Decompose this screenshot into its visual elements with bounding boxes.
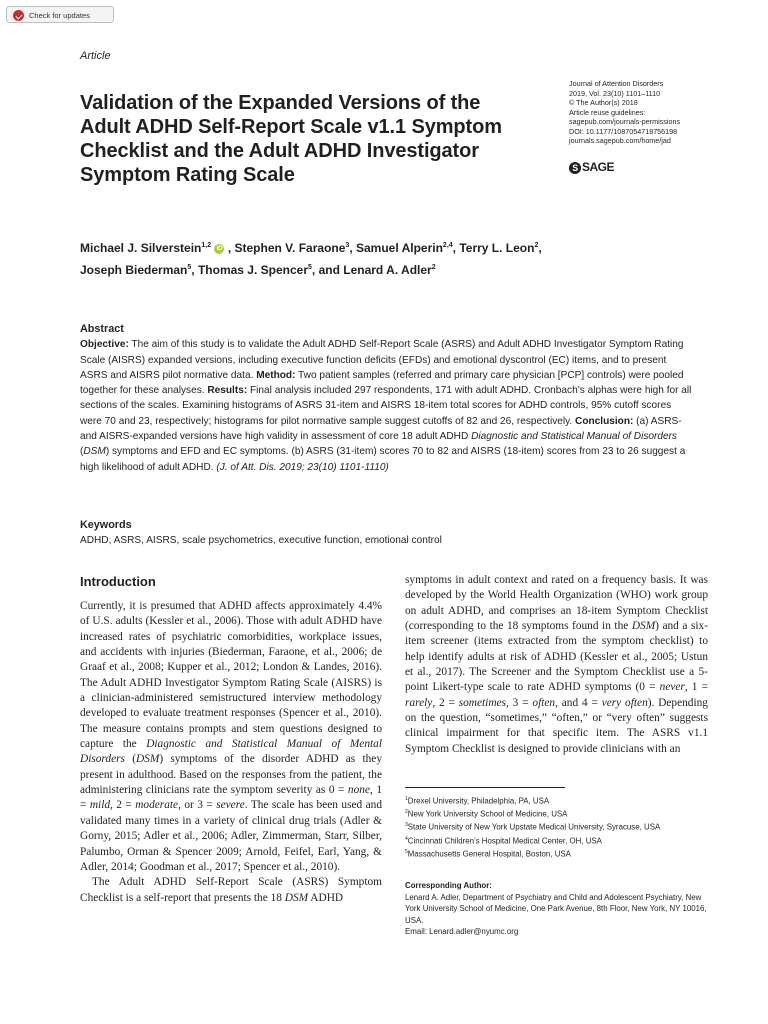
affiliation-number: 2: [405, 809, 408, 816]
results-text: Final analysis included 297 respondents, 171 with adult ADHD. Cronbach’s alphas were high for all sections of the scales. Examining histograms of ASRS 31-item and AISRS 18-item total scores for ADHD controls, 95% cutoff scores were 70 and 23, respectively; histograms for pilot normative sample suggest cutoffs of 82 and 26, respectively.: [80, 385, 692, 427]
footnote-divider: [405, 787, 565, 788]
abstract: [80, 322, 692, 475]
journal-info-line: sagepub.com/journals-permissions: [569, 117, 681, 126]
body-paragraph: [80, 599, 382, 875]
check-badge-icon: [13, 10, 24, 21]
check-for-updates-badge[interactable]: [6, 6, 114, 23]
keywords-section: [80, 518, 692, 548]
body-column-left: [80, 599, 382, 906]
text-run: ). Depending on the question, “sometimes,” “often,” or “very often” suggests clinical impairment for that specific item. The ASRS v1.1 Symptom Checklist is designed to provide clinicians with an: [405, 696, 708, 755]
affiliation-number: 1: [405, 796, 408, 802]
affiliation-text: New York University School of Medicine, USA: [407, 809, 568, 819]
author-list: [80, 236, 700, 280]
affiliation-number: 4: [405, 835, 408, 842]
publisher-logo: [569, 160, 614, 174]
italic-run: DSM: [284, 891, 309, 904]
body-paragraph: [80, 875, 382, 906]
author-separator: ,: [191, 263, 198, 277]
journal-info-line: © The Author(s) 2018: [569, 98, 638, 107]
journal-info: [569, 79, 749, 146]
italic-run: very often: [601, 696, 648, 709]
journal-info-line: 2019, Vol. 23(10) 1101–1110: [569, 88, 661, 98]
author-affiliation-marker: 2: [534, 242, 539, 249]
check-for-updates-label: Check for updates: [29, 11, 90, 20]
author-separator: , and: [311, 263, 344, 277]
conclusion-text: (a) ASRS- and AISRS-expanded versions have high validity in assessment of core 18 adult ADHD: [80, 415, 682, 443]
keywords-heading: Keywords: [80, 519, 132, 531]
affiliation-number: 3: [405, 822, 408, 829]
author-name: Terry L. Leon: [459, 241, 535, 255]
author-affiliation-marker: 1,2: [201, 242, 212, 249]
affiliation-item: [405, 794, 710, 807]
text-run: , or 3 =: [178, 799, 217, 812]
author-affiliation-marker: 5: [308, 264, 312, 271]
author-name: Lenard A. Adler: [343, 263, 432, 277]
objective-text: The aim of this study is to validate the Adult ADHD Self-Report Scale (ASRS) and Adult ADHD Investigator Symptom Rating Scale (AISRS) expanded versions, including executive function deficits (EFDs) and emotional dyscontrol (EC) items, and to present ASRS and AISRS pilot normative data.: [80, 339, 684, 381]
italic-run: none: [347, 784, 370, 797]
text-run: ADHD: [308, 891, 344, 904]
text-run: , 1 =: [80, 784, 382, 812]
body-column-right: [405, 573, 708, 757]
text-run: ) symptoms of the disorder ADHD as they present in adulthood. Based on the responses from the patient, the administering clinicians rate the symptom severity as 0 =: [80, 753, 382, 797]
author-separator: ,: [452, 241, 460, 255]
conclusion-text: ) symptoms and EFD and EC symptoms. (b) ASRS (31-item) scores 70 to 82 and AISRS (18-item) scores from 23 to 26 suggest a high likelihood of adult ADHD.: [80, 446, 686, 473]
affiliation-text: State University of New York Upstate Medical University, Syracuse, USA: [407, 823, 661, 833]
affiliation-text: Drexel University, Philadelphia, PA, USA: [407, 796, 550, 806]
objective-label: Objective:: [80, 339, 129, 351]
author-separator: ,: [349, 241, 356, 255]
author-name: Thomas J. Spencer: [197, 263, 308, 277]
author-separator: ,: [538, 241, 542, 255]
results-label: Results:: [207, 385, 248, 397]
body-paragraph: [405, 573, 708, 757]
text-run: symptoms in adult context and rated on a frequency basis. It was developed by the World Health Organization (WHO) work group on adult ADHD, and comprises an 18-item Symptom Checklist (corresponding to the 18 symptoms found in the: [405, 574, 708, 633]
introduction-heading: Introduction: [80, 574, 156, 589]
conclusion-text: (: [80, 446, 84, 458]
abstract-body: [80, 337, 692, 475]
affiliation-text: Massachusetts General Hospital, Boston, USA: [407, 849, 571, 859]
affiliation-item: [405, 847, 710, 860]
text-run: . The scale has been used and validated many times in a variety of clinical drug trials (Adler & Gorny, 2015; Adler et al., 2006; Adler, Zimmerman, Starr, Silber, Palumbo, Orman & Spencer 2009; Arnold, Feifel, Earl, Yang, & Adler, 2014; Goodman et al., 2017; Spencer et al., 2010).: [80, 799, 383, 873]
affiliation-item: [405, 834, 710, 847]
article-type-label: Article: [80, 50, 111, 62]
affiliation-text: Cincinnati Children’s Hospital Medical Center, OH, USA: [407, 836, 602, 846]
text-run: , 3 =: [505, 696, 533, 709]
journal-info-line: Journal of Attention Disorders: [569, 79, 664, 88]
text-run: , and 4 =: [555, 696, 602, 709]
text-run: The Adult ADHD Self-Report Scale (ASRS) Symptom Checklist is a self-report that presents the 18: [80, 876, 382, 904]
italic-run: Diagnostic and Statistical Manual of Mental Disorders: [80, 738, 382, 766]
affiliation-number: 5: [405, 848, 408, 855]
author-affiliation-marker: 3: [345, 242, 350, 249]
publisher-name: SAGE: [582, 160, 615, 174]
corresponding-author: [405, 880, 710, 938]
italic-run: sometimes: [458, 696, 506, 709]
author-separator: ,: [227, 241, 235, 255]
text-run: Currently, it is presumed that ADHD affects approximately 4.4% of U.S. adults (Kessler et al., 2006). Those with adult ADHD have increased rates of psychiatric comorbidities, workplace issues, and accidents with injuries (Biederman, Faraone, et al., 2006; de Graaf et al., 2008; Kupper et al., 2012; London & Landes, 2016). The Adult ADHD Investigator Symptom Rating Scale (AISRS) is a clinician-administered semistructured interview methodology developed to evaluate treatment responses (Spencer et al., 2010). The measure contains prompts and stem questions designed to capture the: [80, 600, 382, 751]
author-affiliation-marker: 2,4: [442, 242, 453, 249]
author-affiliation-marker: 5: [187, 264, 192, 271]
affiliation-item: [405, 807, 710, 820]
italic-run: DSM: [135, 753, 160, 766]
conclusion-label: Conclusion:: [575, 415, 634, 427]
keywords-text: ADHD, ASRS, AISRS, scale psychometrics, executive function, emotional control: [80, 535, 442, 546]
method-label: Method:: [256, 369, 296, 381]
abstract-heading: Abstract: [80, 323, 124, 335]
dsm-italic: DSM: [83, 446, 106, 458]
journal-info-line: Article reuse guidelines:: [569, 107, 646, 117]
sage-logo-icon: S: [569, 162, 581, 174]
author-name: Samuel Alperin: [356, 241, 443, 255]
italic-run: DSM: [631, 620, 656, 633]
paper-title: Validation of the Expanded Versions of the Adult ADHD Self-Report Scale v1.1 Symptom Checklist and the Adult ADHD Investigator Symptom Rating Scale: [80, 92, 502, 186]
text-run: , 2 =: [432, 696, 459, 709]
italic-run: moderate: [135, 799, 179, 812]
italic-run: often: [532, 696, 556, 709]
corresponding-text: Lenard A. Adler, Department of Psychiatry and Child and Adolescent Psychiatry, New York University School of Medicine, One Park Avenue, 8th Floor, New York, NY 10016, USA.: [405, 892, 707, 925]
author-name: Michael J. Silverstein: [80, 241, 202, 255]
text-run: , 1 =: [684, 681, 709, 694]
author-affiliation-marker: 2: [431, 264, 436, 271]
italic-run: mild: [89, 799, 111, 812]
affiliation-item: [405, 820, 710, 833]
italic-run: rarely: [405, 696, 433, 709]
text-run: , 2 =: [110, 799, 136, 812]
orcid-icon[interactable]: iD: [216, 245, 223, 252]
text-run: (: [124, 753, 136, 766]
author-name: Joseph Biederman: [80, 263, 188, 277]
dsm-title-italic: Diagnostic and Statistical Manual of Disorders: [471, 431, 677, 443]
italic-run: severe: [216, 799, 245, 812]
abstract-citation: (J. of Att. Dis. 2019; 23(10) 1101-1110): [216, 461, 389, 473]
journal-info-line: journals.sagepub.com/home/jad: [569, 136, 671, 145]
corresponding-heading: Corresponding Author:: [405, 881, 492, 890]
text-run: ) and a six-item screener (items extracted from the symptom checklist) to help identify adults at risk of ADHD (Kessler et al., 2005; Ustun et al., 2017). The Screener and the Symptom Checklist use a 5-point Likert-type scale to rate ADHD symptoms (0 =: [405, 620, 708, 694]
method-text: Two patient samples (referred and primary care physician [PCP] controls) were pooled together for these analyses.: [80, 369, 684, 397]
corresponding-email[interactable]: Email: Lenard.adler@nyumc.org: [405, 927, 519, 937]
affiliations: [405, 794, 710, 860]
italic-run: never: [659, 681, 685, 694]
journal-info-line: DOI: 10.1177/1087054718756198: [569, 126, 678, 136]
author-name: Stephen V. Faraone: [234, 241, 346, 255]
